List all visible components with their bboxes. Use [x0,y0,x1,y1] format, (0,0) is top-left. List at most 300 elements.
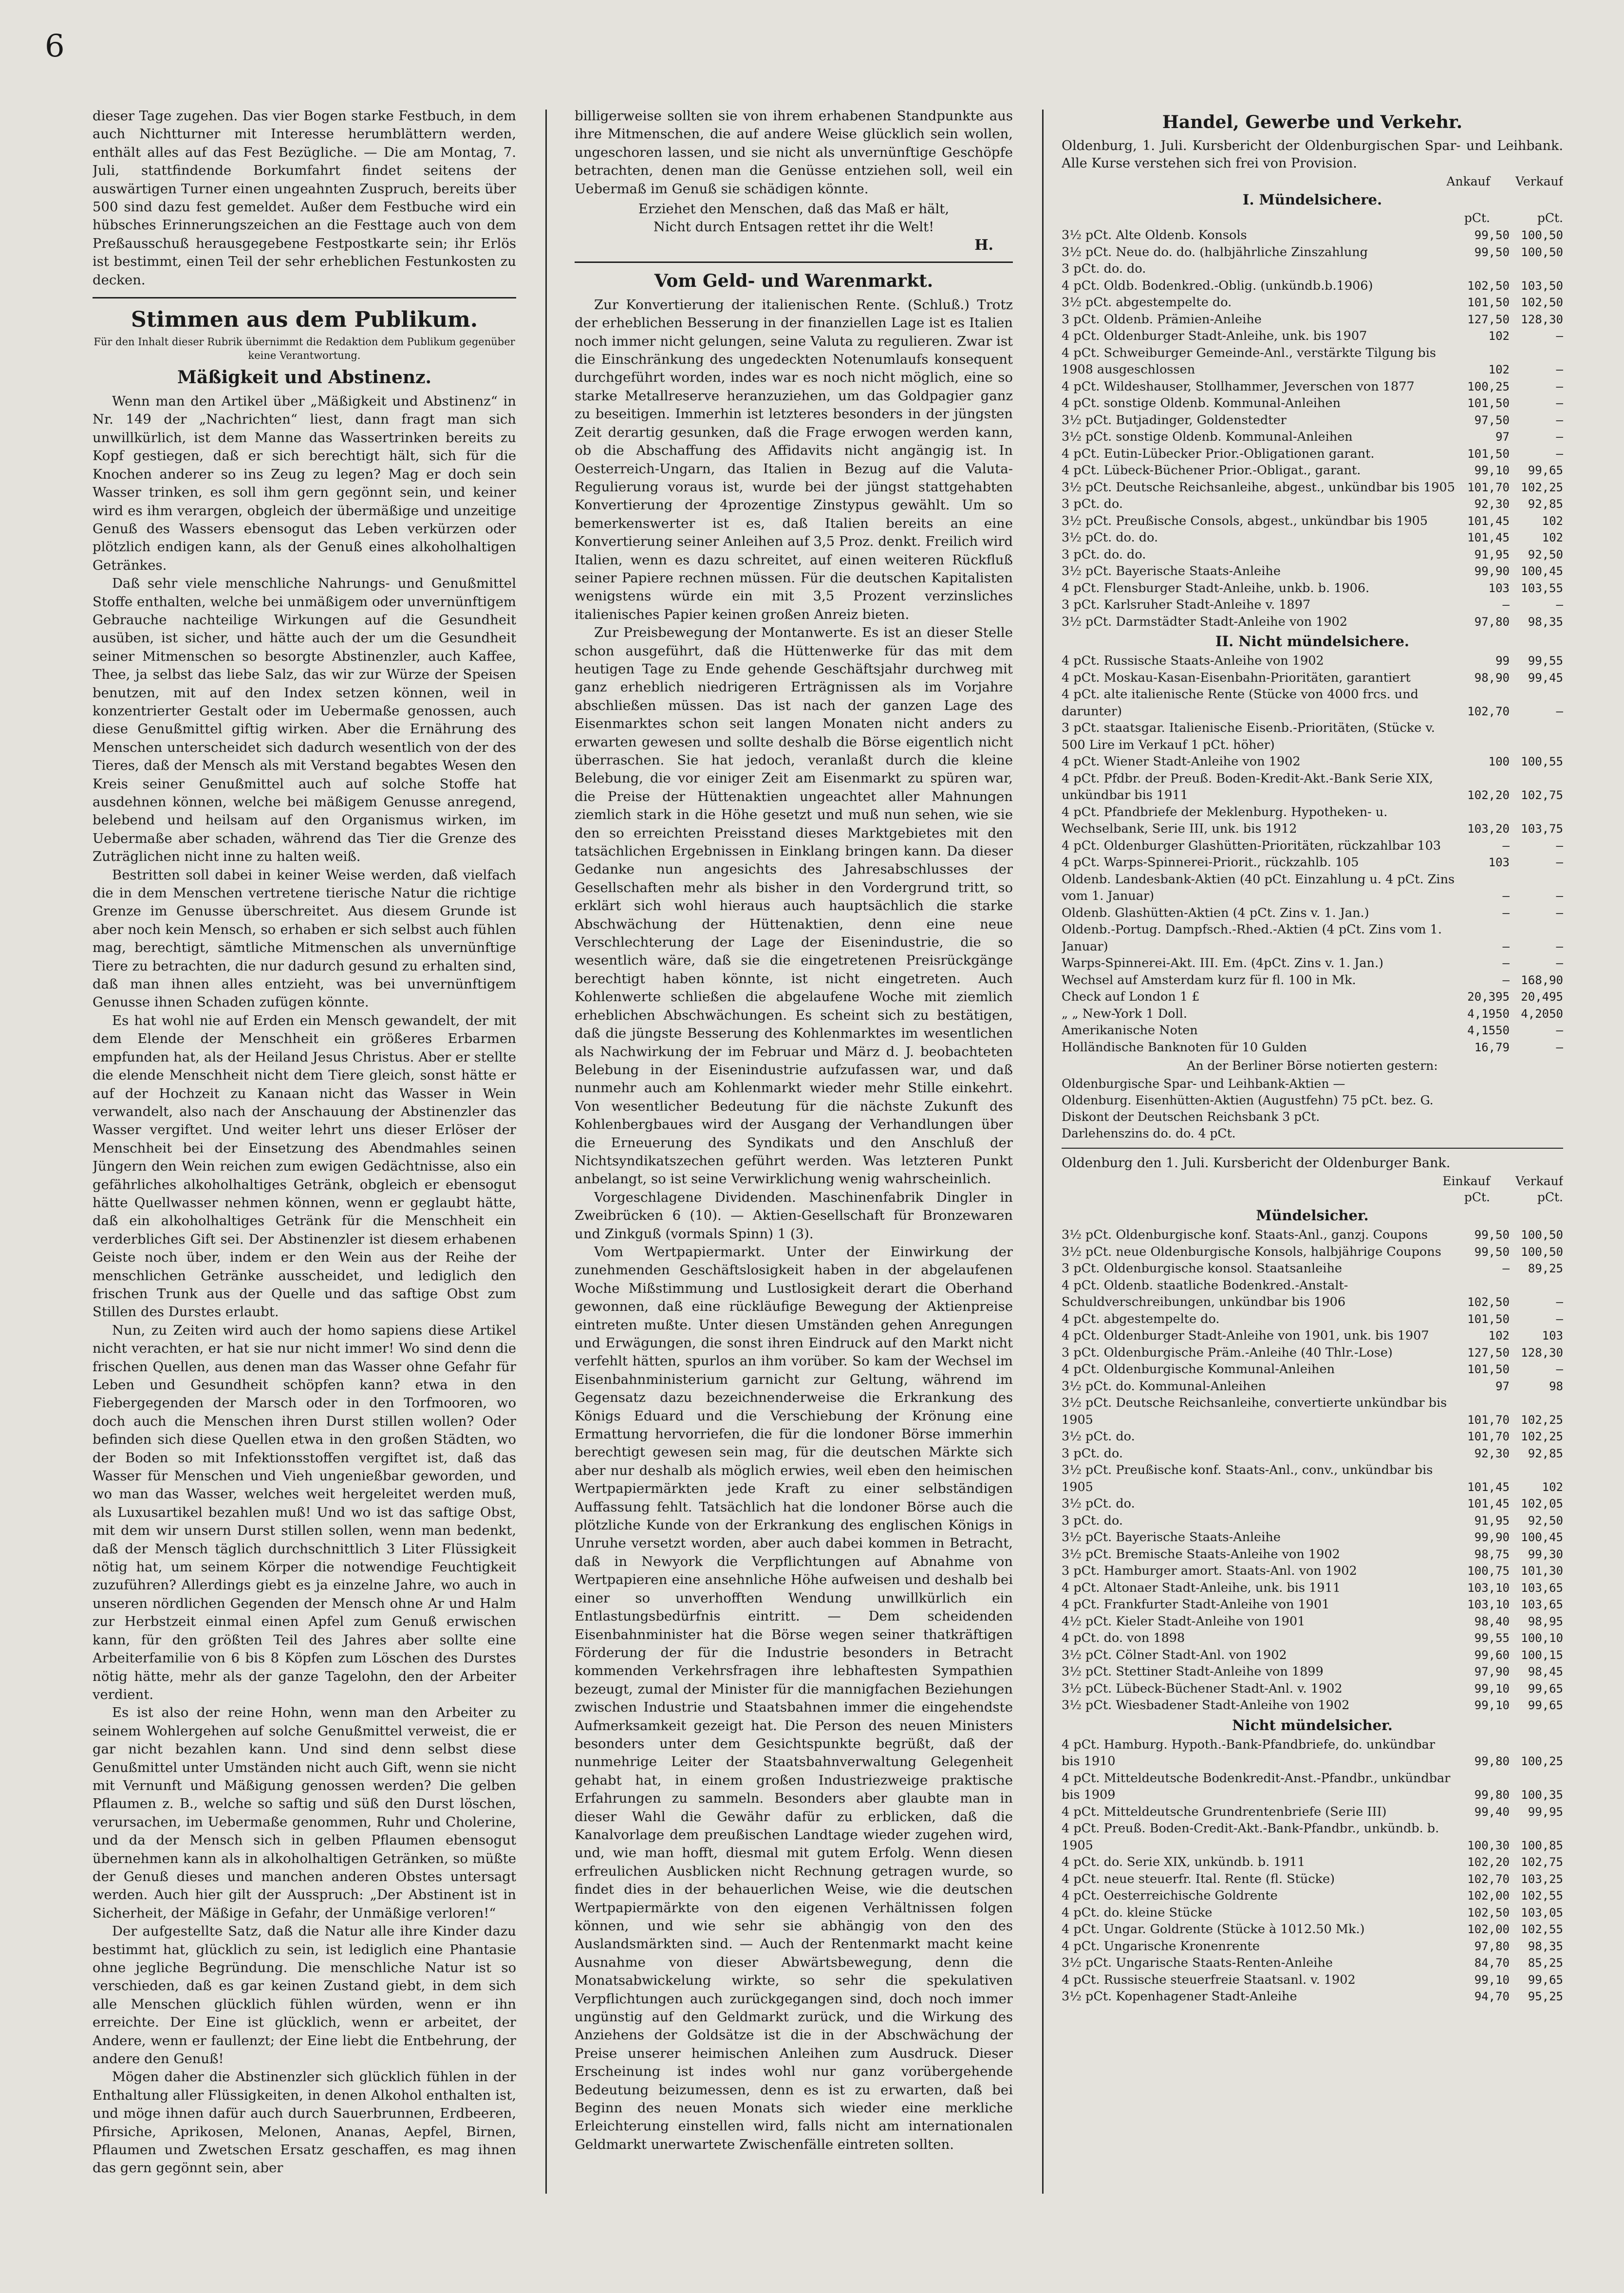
report2-column-headers [1062,1174,1563,1188]
sell-price: — [1556,1040,1563,1054]
security-name: 3 pCt. do. do. [1062,261,1146,276]
quote-row [1062,804,1563,838]
quote-row [1062,597,1563,614]
report2-units [1062,1190,1563,1204]
buy-price: 102,70 [1467,1872,1510,1886]
sell-price: 100,45 [1521,564,1563,578]
buy-price: 16,79 [1474,1040,1510,1054]
sell-price: 99,65 [1528,464,1563,477]
security-name: 3 pCt. Karlsruher Stadt-Anleihe v. 1897 [1062,597,1311,612]
quote-row [1062,563,1563,580]
sell-price: — [1556,704,1563,718]
sell-price: — [1556,1024,1563,1037]
security-name: 3½ pCt. Deutsche Reichsanleihe, convertierte unkündbar bis 1905 [1062,1396,1447,1427]
quote-row [1062,1529,1563,1546]
sell-price: 128,30 [1521,1345,1563,1360]
buy-price: 4,1550 [1467,1024,1510,1037]
quote-row [1062,1563,1563,1580]
security-name: 3 pCt. Oldenburgische konsol. Staatsanleihe [1062,1261,1342,1276]
quote-row [1062,1445,1563,1462]
sell-price: 168,90 [1521,973,1563,987]
quote-row [1062,311,1563,328]
market-body [575,296,1013,2154]
buy-price: 102,00 [1467,1889,1510,1902]
buy-price: 100,30 [1467,1838,1510,1852]
sell-price: 98 [1549,1379,1563,1393]
buy-price: 91,95 [1474,1513,1510,1528]
buy-price: 103,10 [1467,1598,1510,1611]
buy-price: 103 [1488,856,1510,869]
col1-opening: dieser Tage zugehen. Das vier Bogen starke Festbuch, in dem auch Nichtturner mit Interesse herumblättern werden, enthält alles auf das Fest Bezügliche. — Die am Montag, 7. Juli, stattfindende Borkumfahrt findet seitens der auswärtigen Turner einen ungeahnten Zuspruch, bereits über 500 sind dazu fest gemeldet. Außer dem Festbuche wird ein hübsches Erinnerungszeichen an die Festtage auch von dem Preßausschuß herausgegebene Festpostkarte sein; ihr Erlös ist bestimmt, einen Teil der sehr erheblichen Festunkosten zu decken. [93,108,516,288]
sell-price: — [1556,889,1563,903]
report1-intro: Oldenburg, 1. Juli. Kursbericht der Oldenburgischen Spar- und Leihbank. Alle Kurse verstehen sich frei von Provision. [1062,138,1563,171]
buy-price: — [1502,939,1510,953]
divider [1062,1148,1563,1149]
security-name: 4 pCt. abgestempelte do. [1062,1311,1220,1326]
sell-price: 100,50 [1521,1245,1563,1259]
sell-price: 100,25 [1521,1754,1563,1768]
article-title: Mäßigkeit und Abstinenz. [177,367,432,388]
security-name: 4 pCt. Schweiburger Gemeinde-Anl., verstärkte Tilgung bis 1908 ausgeschlossen [1062,345,1436,377]
security-name: 3½ pCt. do. Kommunal-Anleihen [1062,1379,1266,1394]
buy-price: 99 [1495,654,1510,668]
buy-price: 103 [1488,581,1510,595]
divider [93,297,516,298]
buy-price: 94,70 [1474,1990,1510,2003]
security-name: Amerikanische Noten [1062,1023,1198,1038]
buy-price: 102 [1488,329,1510,343]
buy-price: 99,50 [1474,228,1510,242]
quote-row [1062,1647,1563,1664]
berlin-row: Darlehenszins do. do. 4 pCt. [1062,1126,1236,1140]
quote-row [1062,921,1563,955]
buy-price: 97,50 [1474,413,1510,427]
quote-row [1062,652,1563,670]
quote-row [1062,1311,1563,1328]
security-name: Oldenb. Landesbank-Aktien (40 pCt. Einzahlung u. 4 pCt. Zins vom 1. Januar) [1062,872,1455,903]
sell-price: — [1556,396,1563,410]
sell-price: 99,65 [1528,1681,1563,1696]
sell-price: 100,50 [1521,245,1563,259]
security-name: 4 pCt. Hamburg. Hypoth.-Bank-Pfandbriefe, do. unkündbar bis 1910 [1062,1737,1436,1769]
sell-price: — [1556,1312,1563,1326]
security-name: Oldenb.-Portug. Dampfsch.-Rhed.-Aktien (4 pCt. Zins vom 1. Januar) [1062,922,1442,954]
sell-price: 100,35 [1521,1788,1563,1802]
paragraph: Es ist also der reine Hohn, wenn man den Arbeiter zu seinem Wohlergehen auf solche Genußmittel verweist, die er gar nicht bezahlen kann. Und sind denn selbst diese Genußmittel unter Umständen nicht auch Gift, wenn sie nicht mit Vernunft und Mäßigung genossen werden? Die gelben Pflaumen z. B., welche so saftig und süß den Durst löschen, verursachen, im Uebermaße genommen, Ruhr und Cholerine, und da der Mensch sich in gelben Pflaumen ebensogut übernehmen kann als in alkoholhaltigen Getränken, so müßte der Genuß dieses und manchen anderen Obstes untersagt werden. Auch hier gilt der Ausspruch: „Der Abstinent ist in Sicherheit, der Mäßige in Gefahr, der Unmäßige verloren!“ [93,1705,516,1921]
quote-row [1062,988,1563,1006]
report2-table2 [1062,1736,1563,2005]
report1-table1 [1062,227,1563,630]
buy-price: — [1502,906,1510,920]
sell-price: 92,85 [1528,1446,1563,1460]
paragraph: Nun, zu Zeiten wird auch der homo sapiens diese Artikel nicht verachten, er hat sie nur nicht immer! Wo sind denn die frischen Quellen, aus denen man das Wasser ohne Gefahr für Leben und Gesundheit schöpfen kann? etwa in den Fiebergegenden der Marsch oder in den Torfmooren, wo doch auch die Menschen ihren Durst stillen wollen? Oder befinden sich diese Quellen etwa in den großen Städten, wo der Boden so mit Infektionsstoffen vergiftet ist, daß das Wasser für Menschen und Vieh ungenießbar geworden, und wo man das Wasser, welches weit hergeleitet werden muß, als Luxusartikel bezahlen muß! Und wo ist das saftige Obst, mit dem wir unsern Durst stillen sollen, wenn man bedenkt, daß der Mensch täglich durchschnittlich 3 Liter Flüssigkeit nötig hat, um seinem Körper die notwendige Feuchtigkeit zuzuführen? Allerdings giebt es ja einzelne Jahre, wo auch in unseren nördlichen Gegenden der Mensch ohne Ar und Halm zur Herbstzeit einmal einen Apfel zum Genuß erwischen kann, für den größten Teil des Jahres aber sollte eine Arbeiterfamilie von 6 bis 8 Köpfen zum Löschen des Durstes nötig hätte, mehr als der ganze Tagelohn, den der Arbeiter verdient. [93,1322,516,1702]
security-name: 3 pCt. do. [1062,1446,1123,1461]
sell-price: — [1556,856,1563,869]
quote-row [1062,1680,1563,1697]
sell-price: 100,50 [1521,1228,1563,1242]
buy-price: 91,95 [1474,547,1510,561]
quote-row [1062,513,1563,530]
security-name: 4 pCt. Oldenburgische Kommunal-Anleihen [1062,1362,1335,1377]
sell-price: — [1556,956,1563,970]
quote-row [1062,479,1563,496]
buy-price: 99,50 [1474,245,1510,259]
quote-row [1062,1277,1563,1311]
security-name: 3½ pCt. Kopenhagener Stadt-Anleihe [1062,1989,1297,2004]
security-name: 4 pCt. Lübeck-Büchener Prior.-Obligat., garant. [1062,463,1361,478]
quote-row [1062,1361,1563,1378]
buy-price: 97 [1495,1379,1510,1393]
buy-price: 98,90 [1474,671,1510,685]
buy-price [1456,720,1510,753]
sell-price: 102 [1542,1480,1563,1494]
report1-units [1062,211,1563,225]
buy-price: 102,50 [1467,1905,1510,1920]
col-buy: Einkauf [1442,1174,1490,1188]
paragraph: Bestritten soll dabei in keiner Weise werden, daß vielfach die in dem Menschen vertretene tierische Natur die richtige Grenze im Genusse überschreitet. Aus diesem Grunde ist aber noch kein Mensch, so erhaben er sich selbst auch fühlen mag, berechtigt, sämtliche Mitmenschen als unvernünftige Tiere zu betrachten, die nur dadurch gesund zu erhalten sind, daß man ihnen alles entzieht, was bei unvernünftigem Genusse ihnen Schaden zufügen könnte. [93,867,516,1010]
buy-price: 101,45 [1467,514,1510,528]
quote-row [1062,227,1563,244]
quote-row [1062,1462,1563,1495]
quote-row [1062,1546,1563,1563]
section-title: Stimmen aus dem Publikum. [131,307,478,333]
quote-row [1062,580,1563,597]
quote-row [1062,1227,1563,1244]
buy-price: 99,80 [1474,1788,1510,1802]
report2-group2: Nicht mündelsicher. [1232,1716,1393,1734]
verse-line: Erziehet den Menschen, daß das Maß er hält, [638,201,950,217]
security-name: 4 pCt. Eutin-Lübecker Prior.-Obligationen garant. [1062,446,1375,461]
sell-price: — [1556,363,1563,376]
quote-row [1062,753,1563,770]
quote-row [1062,838,1563,855]
security-name: 4 pCt. Oldb. Bodenkred.-Oblig. (unkündb.b.1906) [1062,278,1373,293]
security-name: 4 pCt. Russische steuerfreie Staatsanl. v. 1902 [1062,1972,1356,1987]
security-name: 3½ pCt. Bayerische Staats-Anleihe [1062,564,1281,578]
quote-row [1062,1378,1563,1395]
buy-price: 99,90 [1474,564,1510,578]
berlin-row: Diskont der Deutschen Reichsbank 3 pCt. [1062,1110,1320,1124]
buy-price: 101,70 [1467,1413,1510,1427]
market-title: Vom Geld- und Warenmarkt. [654,270,933,291]
sell-price: 99,65 [1528,1698,1563,1712]
section-note: Für den Inhalt dieser Rubrik übernimmt die Redaktion dem Publikum gegenüber keine Verantwortung. [93,336,515,362]
column-rule [545,110,547,2194]
security-name: 4 pCt. do. kleine Stücke [1062,1905,1213,1920]
sell-price: — [1556,447,1563,461]
buy-price: 99,90 [1474,1530,1510,1544]
security-name: 4 pCt. sonstige Oldenb. Kommunal-Anleihen [1062,396,1341,410]
buy-price: 99,80 [1474,1754,1510,1768]
quote-row [1062,686,1563,720]
sell-price: 95,25 [1528,1990,1563,2003]
buy-price: 99,60 [1474,1648,1510,1662]
security-name: 3 pCt. do. [1062,497,1123,511]
security-name: 4 pCt. alte italienische Rente (Stücke von 4000 frcs. und darunter) [1062,687,1419,719]
buy-price: 102,00 [1467,1922,1510,1936]
security-name: 4 pCt. Ungar. Goldrente (Stücke à 1012.50 Mk.) [1062,1922,1365,1937]
quote-row [1062,462,1563,479]
sell-price: 98,35 [1528,615,1563,629]
report1-table2 [1062,652,1563,1056]
column-1 [93,107,516,2264]
buy-price: 99,10 [1474,1973,1510,1987]
buy-price: 92,30 [1474,1446,1510,1460]
buy-price: 97,80 [1474,1939,1510,1953]
quote-row [1062,670,1563,687]
quote-row [1062,1854,1563,1871]
quote-row [1062,496,1563,513]
security-name: 3½ pCt. Bayerische Staats-Anleihe [1062,1530,1281,1545]
col-buy: Ankauf [1446,174,1490,188]
buy-price [1456,261,1510,278]
page-number: 6 [45,28,65,64]
buy-price: 84,70 [1474,1956,1510,1970]
quote-row [1062,972,1563,989]
sell-price: 103,65 [1521,1581,1563,1595]
buy-price: 97 [1495,430,1510,444]
paragraph: Wenn man den Artikel über „Mäßigkeit und Abstinenz“ in Nr. 149 der „Nachrichten“ liest, dann fragt man sich unwillkürlich, ist dem Manne das Wassertrinken bereits zu Kopf gestiegen, daß er sich berechtigt hält, sich für die Knochen anderer so ins Zeug zu legen? Mag er doch sein Wasser trinken, es soll ihm gern gegönnt sein, und keiner wird es ihm verargen, obgleich der übermäßige und unzeitige Genuß des Wassers ebensogut das Leben verkürzen oder plötzlich endigen kann, als der Genuß eines alkoholhaltigen Getränkes. [93,393,516,573]
sell-price: — [1556,906,1563,920]
sell-price: — [1556,329,1563,343]
buy-price: 100,25 [1467,379,1510,393]
buy-price: — [1502,973,1510,987]
buy-price: 92,30 [1474,497,1510,511]
buy-price: 97,80 [1474,615,1510,629]
verse-line: Nicht durch Entsagen rettet ihr die Welt! [653,219,934,235]
security-name: 4 pCt. Flensburger Stadt-Anleihe, unkb. b. 1906. [1062,580,1370,596]
security-name: 3½ pCt. Darmstädter Stadt-Anleihe von 1902 [1062,614,1347,629]
sell-price: 4,2050 [1521,1007,1563,1021]
sell-price: 102,50 [1521,296,1563,309]
quote-row [1062,278,1563,295]
divider [575,261,1013,263]
paragraph: Vorgeschlagene Dividenden. Maschinenfabrik Dingler in Zweibrücken 6 (10). — Aktien-Gesellschaft für Bronzewaren und Zinkguß (vormals Spinn) 1 (3). [575,1189,1013,1242]
column-rule [1042,110,1044,2194]
security-name: 4 pCt. Warps-Spinnerei-Priorit., rückzahlb. 105 [1062,855,1359,870]
paragraph: Zur Preisbewegung der Montanwerte. Es ist an dieser Stelle schon ausgeführt, daß die Hüttenwerke für das mit dem heutigen Tage zu Ende gehende Geschäftsjahr durchweg mit ganz erheblich niedrigeren Erträgnissen als im Vorjahre abschließen müssen. Das ist nach der ganzen Lage des Eisenmarktes schon seit langen Monaten nicht anders zu erwarten gewesen und sollte deshalb die Börse eigentlich nicht überraschen. Sie hat jedoch, veranlaßt durch die kleine Belebung, die vor einiger Zeit am Eisenmarkt zu spüren war, die Preise der Hüttenaktien ungeachtet aller Mahnungen ziemlich stark in die Höhe gesetzt und muß nun sehen, wie sie den so erreichten Preisstand dieses Marktgebietes mit den tatsächlichen Ergebnissen in Einklang bringen kann. Da dieser Gedanke nun angesichts des Jahresabschlusses der Gesellschaften mehr als bisher in den Vordergrund tritt, so erklärt sich wohl hieraus auch hauptsächlich die starke Abschwächung der Hüttenaktien, denn eine neue Verschlechterung der Lage der Eisenindustrie, die so wesentlich wäre, daß sie die eingetretenen Preisrückgänge berechtigt haben könnte, ist nicht eingetreten. Auch Kohlenwerte schließen die abgelaufene Woche mit ziemlich erheblichen Abschwächungen. Es scheint sich zu bestätigen, daß die jüngste Besserung des Kohlenmarktes im wesentlichen als Nachwirkung der im Februar und März d. J. beobachteten Belebung in der Eisenindustrie aufzufassen war, und daß nunmehr auch am Kohlenmarkt wieder mehr Stille einkehrt. Von wesentlicher Bedeutung für die nächste Zukunft des Kohlenbergbaues wird der Ausgang der Verhandlungen über die Erneuerung des Syndikats und den Anschluß der Nichtsyndikatszechen geführt werden. Was letzteren Punkt anbelangt, so ist seine Verwirklichung wenig wahrscheinlich. [575,625,1013,1187]
sell-price: 102,25 [1521,1430,1563,1443]
sell-price: — [1556,379,1563,393]
quote-row [1062,1804,1563,1821]
security-name: 3½ pCt. Neue do. do. (halbjährliche Zinszahlung [1062,244,1368,260]
buy-price: 99,10 [1474,1698,1510,1712]
buy-price: 99,50 [1474,1228,1510,1242]
buy-price: 103,20 [1467,822,1510,836]
sell-price: 103,65 [1521,1598,1563,1611]
buy-price: 98,75 [1474,1547,1510,1561]
buy-price: 102,50 [1467,279,1510,293]
sell-price: 98,35 [1528,1939,1563,1953]
quote-row [1062,1988,1563,2005]
security-name: 3 pCt. Oldenb. Prämien-Anleihe [1062,312,1262,327]
quote-row [1062,1887,1563,1904]
buy-price: 102 [1488,363,1510,376]
sell-price: 100,45 [1521,1530,1563,1544]
buy-price: 100,75 [1467,1564,1510,1578]
security-name: Warps-Spinnerei-Akt. III. Em. (4pCt. Zins v. 1. Jan.) [1062,956,1383,970]
security-name: 4 pCt. Oldenburger Stadt-Anleihe, unk. bis 1907 [1062,329,1367,343]
security-name: 3½ pCt. neue Oldenburgische Konsols, halbjährige Coupons [1062,1244,1441,1259]
buy-price: 101,50 [1467,1312,1510,1326]
report1-group2: II. Nicht mündelsichere. [1215,633,1410,650]
sell-price: — [1556,1362,1563,1376]
security-name: 3½ pCt. Alte Oldenb. Konsols [1062,228,1247,242]
report1-column-headers [1062,174,1563,188]
security-name: 3½ pCt. Bremische Staats-Anleihe von 1902 [1062,1547,1340,1562]
security-name: 4 pCt. Wiener Stadt-Anleihe von 1902 [1062,754,1301,769]
quote-row [1062,1260,1563,1277]
quote-row [1062,1344,1563,1361]
sell-price: 100,10 [1521,1631,1563,1645]
buy-price: 101,70 [1467,1430,1510,1443]
buy-price: — [1502,839,1510,853]
buy-price: 101,70 [1467,480,1510,494]
sell-price: 92,50 [1528,1513,1563,1528]
sell-price: 99,45 [1528,671,1563,685]
report2-group1: Mündelsicher. [1256,1207,1369,1224]
security-name: 3½ pCt. Stettiner Stadt-Anleihe von 1899 [1062,1664,1324,1679]
quote-row [1062,546,1563,563]
sell-price: — [1556,430,1563,444]
security-name: 3½ pCt. Cölner Stadt-Anl. von 1902 [1062,1647,1287,1662]
paragraph: Es hat wohl nie auf Erden ein Mensch gewandelt, der mit dem Elende der Menschheit ein größeres Erbarmen empfunden hat, als der Heiland Jesus Christus. Aber er stellte die elende Menschheit nicht dem Tiere gleich, sonst hätte er auf der Hochzeit zu Kanaan nicht das Wasser in Wein verwandelt, also nach der Anschauung der Abstinenzler das Wasser vergiftet. Und weiter lehrt uns dieser Erlöser der Menschheit bei der Einsetzung des Abendmahles seinen Jüngern den Wein reichen zum ewigen Gedächtnisse, also ein gefährliches alkoholhaltiges Getränk, obgleich er ebensogut hätte Quellwasser nehmen können, wenn er geglaubt hätte, daß ein alkoholhaltiges Getränk für die Menschheit ein verderbliches Gift sei. Der Abstinenzler ist diesem erhabenen Geiste noch über, indem er den Wein aus der Reihe der menschlichen Getränke ausscheidet, und lediglich den frischen Trunk aus der Quelle und das saftige Obst zum Stillen des Durstes erlaubt. [93,1012,516,1320]
buy-price: 102,50 [1467,1295,1510,1309]
buy-price: 20,395 [1467,990,1510,1004]
security-name: 4 pCt. Russische Staats-Anleihe von 1902 [1062,653,1324,668]
security-name: 3½ pCt. Butjadinger, Goldenstedter [1062,412,1287,428]
buy-price: 102 [1488,1329,1510,1342]
security-name: 4 pCt. Wildeshauser, Stollhammer, Jeverschen von 1877 [1062,379,1415,394]
sell-price: 102 [1542,514,1563,528]
buy-price: 98,40 [1474,1614,1510,1628]
berlin-list [1062,1076,1563,1142]
quote-row [1062,1022,1563,1039]
sell-price: 99,95 [1528,1805,1563,1819]
security-name: 3½ pCt. do. [1062,1496,1135,1511]
sell-price: 103,25 [1521,1872,1563,1886]
quote-row [1062,294,1563,311]
sell-price: 100,15 [1521,1648,1563,1662]
sell-price: 102,25 [1521,480,1563,494]
buy-price: 99,10 [1474,1681,1510,1696]
berlin-row: Oldenburgische Spar- und Leihbank-Aktien — [1062,1077,1345,1091]
sell-price: 89,25 [1528,1262,1563,1275]
security-name: Oldenb. Glashütten-Aktien (4 pCt. Zins v. 1. Jan.) [1062,905,1369,920]
unit-sell: pCt. [1537,1190,1563,1204]
security-name: 4 pCt. Mitteldeutsche Bodenkredit-Anst.-Pfandbr., unkündbar bis 1909 [1062,1771,1451,1802]
quote-row [1062,614,1563,631]
buy-price: 101,45 [1467,1480,1510,1494]
quote-row [1062,720,1563,753]
security-name: 3½ pCt. Lübeck-Büchener Stadt-Anl. v. 1902 [1062,1681,1343,1696]
quote-row [1062,1428,1563,1445]
quote-row [1062,1512,1563,1529]
buy-price: — [1502,889,1510,903]
security-name: 3½ pCt. Deutsche Reichsanleihe, abgest., unkündbar bis 1905 [1062,480,1455,495]
buy-price: 101,50 [1467,1362,1510,1376]
security-name: 4 pCt. Frankfurter Stadt-Anleihe von 1901 [1062,1597,1330,1612]
quote-row [1062,261,1563,278]
security-name: 3 pCt. Hamburger amort. Staats-Anl. von 1902 [1062,1564,1357,1578]
sell-price: 99,30 [1528,1547,1563,1561]
sell-price [1510,720,1563,753]
security-name: 4 pCt. do. von 1898 [1062,1631,1185,1645]
quote-row [1062,1495,1563,1512]
quote-row [1062,395,1563,412]
column-3 [1062,107,1563,2264]
security-name: 3½ pCt. Preußische konf. Staats-Anl., conv., unkündbar bis 1905 [1062,1463,1433,1494]
signature: H. [974,236,993,254]
quote-row [1062,1697,1563,1714]
quote-row [1062,770,1563,804]
quote-row [1062,1006,1563,1023]
quote-row [1062,905,1563,922]
paragraph: Mögen daher die Abstinenzler sich glücklich fühlen in der Enthaltung aller Flüssigkeiten, in denen Alkohol enthalten ist, und möge ihnen dafür auch durch Sauerbrunnen, Erdbeeren, Pfirsiche, Aprikosen, Melonen, Ananas, Aepfel, Birnen, Pflaumen und Zwetschen Ersatz geschaffen, es mag ihnen das gern gegönnt sein, aber [93,2069,516,2176]
trade-title: Handel, Gewerbe und Verkehr. [1162,112,1463,132]
quote-row [1062,1039,1563,1056]
quote-row [1062,1663,1563,1680]
sell-price: 99,65 [1528,1973,1563,1987]
security-name: 4 pCt. Altonaer Stadt-Anleihe, unk. bis 1911 [1062,1580,1341,1595]
col-sell: Verkauf [1515,174,1563,188]
sell-price: 102,25 [1521,1413,1563,1427]
buy-price: — [1502,598,1510,612]
quote-row [1062,1580,1563,1597]
sell-price: — [1556,598,1563,612]
paragraph: Vom Wertpapiermarkt. Unter der Einwirkung der zunehmenden Geschäftslosigkeit haben in der abgelaufenen Woche Mißstimmung und Lustlosigkeit derart die Oberhand gewonnen, daß eine rückläufige Bewegung der Aktienpreise eintreten mußte. Unter diesen Umständen gehen Anregungen und Erwägungen, die sonst ihren Eindruck auf den Markt nicht verfehlt hätten, spurlos an ihm vorüber. So kam der Wechsel im Eisenbahnministerium garnicht zur Geltung, während im Gegensatz dazu bezeichnenderweise die Erkrankung des Königs Eduard und die Verschiebung der Krönung eine Ermattung hervorriefen, die für die londoner Börse immerhin berechtigt gewesen sein mag, für die deutschen Märkte sich aber nur deshalb als möglich erwies, weil eben den heimischen Wertpapiermärkten jede Kraft zu einer selbständigen Auffassung fehlt. Tatsächlich hat die londoner Börse auch die plötzliche Kunde von der Erkrankung des englischen Königs in Unruhe versetzt worden, aber auch dabei kommen in Betracht, daß in Newyork die Verpflichtungen auf Abnahme von Wertpapieren eine ansehnliche Höhe aufweisen und deshalb bei einer so unverhofften Wendung unwillkürlich ein Entlastungsbedürfnis eintritt. — Dem scheidenden Eisenbahnminister hat die Börse wegen seiner thatkräftigen Förderung der für die Industrie besonders in Betracht kommenden Verkehrsfragen ihre lebhaftesten Sympathien bezeugt, zumal der Minister für die mannigfachen Beziehungen zwischen Industrie und Staatsbahnen immer die eingehendste Aufmerksamkeit gezeigt hat. Die Person des neuen Ministers besonders unter dem Gesichtspunkte begrüßt, daß der nunmehrige Leiter der Staatsbahnverwaltung Gelegenheit gehabt hat, in einem großen Industriezweige praktische Erfahrungen zu sammeln. Besonders aber glaubte man in dieser Wahl die Gewähr dafür zu erblicken, daß die Kanalvorlage dem preußischen Landtage wieder zugehen wird, und, wie man hofft, diesmal mit gutem Erfolg. Wenn diesen erfreulichen Ausblicken nicht Rechnung getragen wurde, so findet dies in der behauerlichen Weise, wie die deutschen Wertpapiermärkte von den eigenen Verhältnissen folgen können, und wie sehr sie abhängig von den des Auslandsmärkten sind. — Auch der Rentenmarkt macht keine Ausnahme von dieser Abwärtsbewegung, denn die Monatsabwickelung wirkte, so sehr die spekulativen Verpflichtungen auch zurückgegangen sind, doch noch immer ungünstig auf den Geldmarkt zurück, und die Wirkung des Anziehens der Goldsätze ist die in der Abschwächung der Preise unserer heimischen Anleihen zum Ausdruck. Dieser Erscheinung ist indes wohl nur ganz vorübergehende Bedeutung beizumessen, denn es ist zu erwarten, daß bei Beginn des neuen Monats sich wieder eine merkliche Erleichterung einstellen wird, falls nicht am internationalen Geldmarkt unerwartete Zwischenfälle eintreten sollten. [575,1244,1013,2152]
sell-price [1510,261,1563,278]
sell-price: 103,05 [1521,1905,1563,1920]
security-name: 4½ pCt. Kieler Stadt-Anleihe von 1901 [1062,1614,1306,1629]
quote-row [1062,1955,1563,1972]
quote-row [1062,1395,1563,1428]
security-name: Holländische Banknoten für 10 Gulden [1062,1040,1307,1055]
security-name: 3½ pCt. Ungarische Staats-Renten-Anleihe [1062,1956,1333,1970]
buy-price: 99,40 [1474,1805,1510,1819]
buy-price: 97,90 [1474,1665,1510,1678]
report1-group1: I. Mündelsichere. [1242,191,1382,208]
sell-price: 98,95 [1528,1614,1563,1628]
berlin-note: An der Berliner Börse notierten gestern: [1187,1059,1438,1073]
sell-price: 20,495 [1521,990,1563,1004]
buy-price: 102,20 [1467,788,1510,802]
column-2 [575,107,1013,2264]
security-name: 4 pCt. Moskau-Kasan-Eisenbahn-Prioritäten, garantiert [1062,670,1411,685]
quote-row [1062,1613,1563,1630]
quote-row [1062,412,1563,429]
security-name: Check auf London 1 £ [1062,989,1200,1004]
quote-row [1062,1820,1563,1854]
sell-price: 103 [1542,1329,1563,1342]
quote-row [1062,1904,1563,1921]
sell-price: 85,25 [1528,1956,1563,1970]
buy-price: — [1502,956,1510,970]
security-name: 4 pCt. Oldenb. staatliche Bodenkred.-Anstalt-Schuldverschreibungen, unkündbar bis 1906 [1062,1278,1348,1309]
buy-price: 127,50 [1467,312,1510,326]
sell-price: — [1556,413,1563,427]
sell-price: 103,50 [1521,279,1563,293]
quote-row [1062,871,1563,905]
security-name: 3 pCt. do. [1062,1513,1123,1528]
security-name: „ „ New-York 1 Doll. [1062,1006,1187,1021]
security-name: 3½ pCt. Preußische Consols, abgest., unkündbar bis 1905 [1062,513,1428,528]
buy-price: 100 [1488,755,1510,768]
quote-row [1062,328,1563,345]
quote-row [1062,1596,1563,1613]
paragraph: Der aufgestellte Satz, daß die Natur alle ihre Kinder dazu bestimmt hat, glücklich zu sein, ist lediglich eine Phantasie ohne jegliche Begründung. Die menschliche Natur ist so verschieden, daß es gar keinen Zustand giebt, in dem sich alle Menschen glücklich fühlen würden, wenn er ihn erreichte. Der Eine ist glücklich, wenn er arbeitet, der Andere, wenn er faullenzt; der Eine liebt die Entbehrung, der andere den Genuß! [93,1923,516,2067]
quote-row [1062,345,1563,378]
